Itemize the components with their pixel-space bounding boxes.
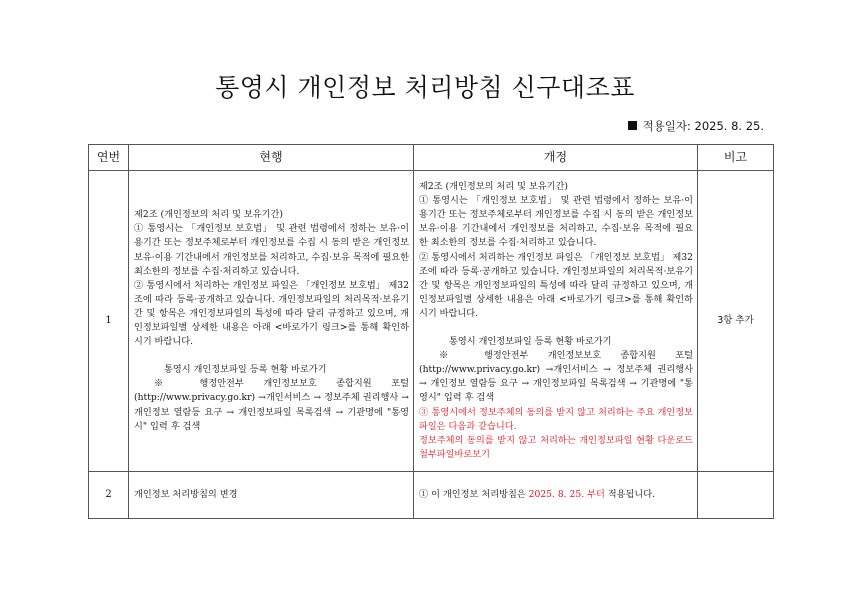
attachment-download-link[interactable]: 정보주체의 동의를 받지 않고 처리하는 개인정보파일 현황 다운로드 첨부파일바로보기 xyxy=(419,434,693,460)
note-cell: 3항 추가 xyxy=(698,171,774,472)
revised-suffix: 적용됩니다. xyxy=(604,488,656,500)
header-revised: 개정 xyxy=(414,145,698,171)
effective-date-text: 적용일자: 2025. 8. 25. xyxy=(642,119,764,133)
revised-date-highlight: 2025. 8. 25. 부터 xyxy=(528,488,605,500)
table-row xyxy=(89,171,774,472)
revised-prefix: ① 이 개인정보 처리방침은 xyxy=(419,488,529,500)
article-heading: 제2조 (개인정보의 처리 및 보유기간) xyxy=(419,181,568,193)
row-number: 1 xyxy=(89,171,129,472)
effective-date xyxy=(628,118,764,134)
note-cell xyxy=(698,472,774,519)
link-title: 통영시 개인정보파일 등록 현황 바로가기 xyxy=(164,364,327,376)
paragraph-1: ① 통영시는 「개인정보 보호법」 및 관련 법령에서 정하는 보유·이용기간 또는 정보주체로부터 개인정보를 수집 시 동의 받은 개인정보 보유·이용 기간내에서 개인정보를 처리하고, 수집·보유 목적에 필요한 최소한의 정보를 수집·처리하고 있습니다. xyxy=(419,195,693,249)
article-heading: 제2조 (개인정보의 처리 및 보유기간) xyxy=(134,209,283,221)
current-cell xyxy=(129,171,414,472)
square-bullet-icon xyxy=(628,121,637,130)
current-cell: 개인정보 처리방침의 변경 xyxy=(129,472,414,519)
paragraph-2: ② 통영시에서 처리하는 개인정보 파일은 「개인정보 보호법」 제32조에 따라 등록·공개하고 있습니다. 개인정보파일의 처리목적·보유기간 및 항목은 개인정보파일의 특성에 따라 달리 규정하고 있으며, 개인정보파일별 상세한 내용은 아래 <바로가기 링크>를 통해 확인하시기 바랍니다. xyxy=(134,279,409,348)
page-title: 통영시 개인정보 처리방침 신구대조표 xyxy=(215,73,635,102)
link-path: ※ 행정안전부 개인정보보호 종합지원 포털 (http://www.privacy.go.kr) →개인서비스 → 정보주체 권리행사 → 개인정보 열람등 요구 → 개인정보파일 목록검색 → 기관명에 "통영시" 입력 후 검색 xyxy=(419,350,693,404)
header-no: 연번 xyxy=(89,145,129,171)
header-current: 현행 xyxy=(129,145,414,171)
link-title: 통영시 개인정보파일 등록 현황 바로가기 xyxy=(449,336,612,348)
table-row xyxy=(89,472,774,519)
revised-cell xyxy=(414,472,698,519)
paragraph-2: ② 통영시에서 처리하는 개인정보 파일은 「개인정보 보호법」 제32조에 따라 등록·공개하고 있습니다. 개인정보파일의 처리목적·보유기간 및 항목은 개인정보파일의 특성에 따라 달리 규정하고 있으며, 개인정보파일별 상세한 내용은 아래 <바로가기 링크>를 통해 확인하시기 바랍니다. xyxy=(419,251,693,319)
header-note: 비고 xyxy=(698,145,774,171)
link-path: ※ 행정안전부 개인정보보호 종합지원 포털 (http://www.privacy.go.kr) →개인서비스 → 정보주체 권리행사 → 개인정보 열람등 요구 → 개인정보파일 목록검색 → 기관명에 "통영시" 입력 후 검색 xyxy=(134,378,409,432)
comparison-table xyxy=(88,144,774,519)
paragraph-1: ① 통영시는 「개인정보 보호법」 및 관련 법령에서 정하는 보유·이용기간 또는 정보주체로부터 개인정보를 수집 시 동의 받은 개인정보 보유·이용 기간내에서 개인정보를 처리하고, 수집·보유 목적에 필요한 최소한의 정보를 수집·처리하고 있습니다. xyxy=(134,223,409,277)
paragraph-3-added: ③ 통영시에서 정보주체의 동의를 받지 않고 처리하는 주요 개인정보파일은 다음과 같습니다. xyxy=(419,406,693,432)
table-header-row xyxy=(89,145,774,171)
revised-cell xyxy=(414,171,698,472)
row-number: 2 xyxy=(89,472,129,519)
